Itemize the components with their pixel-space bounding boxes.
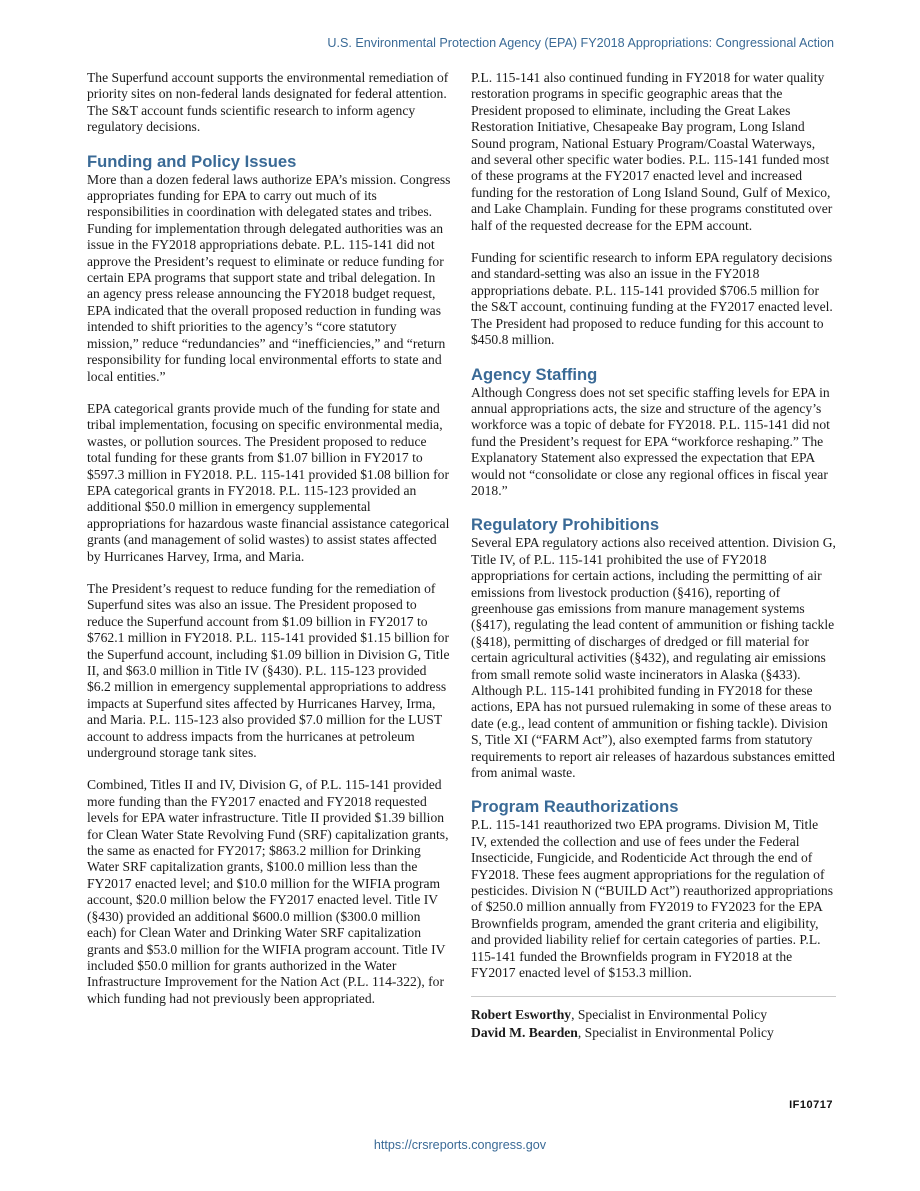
running-header: U.S. Environmental Protection Agency (EPA) FY2018 Appropriations: Congressional Action <box>327 36 834 50</box>
body-paragraph: Several EPA regulatory actions also received attention. Division G, Title IV, of P.L. 115-141 prohibited the use of FY2018 appropriations for certain actions, including the permitting of air emissions from livestock production (§416), reporting of greenhouse gas emissions from manure management systems (§417), regulating the lead content of ammunition or fishing tackle (§418), permitting of discharges of dredged or fill material for certain agricultural activities (§432), and regulating air emissions from small remote solid waste incinerators in Alaska (§433). Although P.L. 115-141 prohibited funding in FY2018 for these actions, EPA has not pursued rulemaking in some of these areas to date (e.g., lead content of ammunition or fishing tackle). Division S, Title XI (“FARM Act”), also exempted farms from statutory requirements to report air releases of hazardous substances emitted from animal waste. <box>471 535 836 781</box>
footer-url[interactable]: https://crsreports.congress.gov <box>373 1138 547 1152</box>
body-paragraph: EPA categorical grants provide much of the funding for state and tribal implementation, focusing on specific environmental media, wastes, or pollution sources. The President proposed to reduce total funding for these grants from $1.07 billion in FY2017 to $597.3 million in FY2018. P.L. 115-141 provided $1.08 billion for EPA categorical grants in FY2018. P.L. 115-123 provided an additional $50.0 million in emergency supplemental appropriations for hazardous waste financial assistance categorical grants (and management of solid wastes) to assist states affected by Hurricanes Harvey, Irma, and Maria. <box>87 400 450 564</box>
body-paragraph: P.L. 115-141 also continued funding in FY2018 for water quality restoration programs in specific geographic areas that the President proposed to eliminate, including the Great Lakes Restoration Initiative, Chesapeake Bay program, Long Island Sound program, National Estuary Program/Coastal Waterways, and several other specific water bodies. P.L. 115-141 funded most of these programs at the FY2017 enacted level and increased funding for the restoration of Long Island Sound, Gulf of Mexico, and Lake Champlain. Funding for these programs constituted over half of the requested decrease for the EPM account. <box>471 70 833 233</box>
body-paragraph: Although Congress does not set specific staffing levels for EPA in annual appropriations acts, the size and structure of the agency’s workforce was a topic of debate for FY2018. P.L. 115-141 did not fund the President’s request for EPA “workforce reshaping.” The Explanatory Statement also expressed the expectation that EPA would not “consolidate or close any regional offices in fiscal year 2018.” <box>471 384 830 498</box>
section-heading-regulatory: Regulatory Prohibitions <box>471 515 660 535</box>
author-line <box>471 1006 836 1024</box>
left-column <box>87 70 451 1023</box>
section-heading-staffing: Agency Staffing <box>471 364 598 384</box>
author-line <box>471 1024 836 1042</box>
author-title: , Specialist in Environmental Policy <box>577 1024 774 1040</box>
section-heading-reauthorizations: Program Reauthorizations <box>471 797 679 817</box>
body-paragraph: Combined, Titles II and IV, Division G, of P.L. 115-141 provided more funding than the FY2017 enacted and FY2018 requested levels for EPA water infrastructure. Title II provided $1.39 billion for Clean Water State Revolving Fund (SRF) capitalization grants, the same as enacted for FY2017; $863.2 million for Drinking Water SRF capitalization grants, $100.0 million less than the FY2017 enacted level; and $10.0 million for the WIFIA program account, $20.0 million below the FY2017 enacted level. Title IV (§430) provided an additional $600.0 million ($300.0 million each) for Clean Water and Drinking Water SRF capitalization grants and $53.0 million for the WIFIA program account. Title IV included $50.0 million for grants authorized in the Water Infrastructure Improvement for the Nation Act (P.L. 114-322), for which funding had not previously been appropriated. <box>87 777 449 1006</box>
body-paragraph: Funding for scientific research to inform EPA regulatory decisions and standard-setting was also an issue in the FY2018 appropriations debate. P.L. 115-141 provided $706.5 million for the S&T account, continuing funding at the FY2017 enacted level. The President had proposed to reduce funding for this account to $450.8 million. <box>471 250 833 348</box>
intro-paragraph: The Superfund account supports the environmental remediation of priority sites on non-federal lands designated for federal attention. The S&T account funds scientific research to inform agency regulatory decisions. <box>87 70 449 135</box>
section-heading-funding: Funding and Policy Issues <box>87 151 297 171</box>
body-paragraph: The President’s request to reduce funding for the remediation of Superfund sites was also an issue. The President proposed to reduce the Superfund account from $1.09 billion in FY2017 to $762.1 million in FY2018. P.L. 115-141 provided $1.15 billion for the Superfund account, including $1.09 billion in Division G, Title II, and $63.0 million in Title IV (§430). P.L. 115-123 provided $6.2 million in emergency supplemental appropriations to address impacts at Superfund sites affected by Hurricanes Harvey, Irma, and Maria. P.L. 115-123 also provided $7.0 million for the LUST account to address impacts from the hurricanes at petroleum underground storage tank sites. <box>87 580 450 761</box>
report-id: IF10717 <box>789 1099 833 1111</box>
author-title: , Specialist in Environmental Policy <box>571 1006 768 1022</box>
author-block <box>471 996 836 1042</box>
body-paragraph: More than a dozen federal laws authorize EPA’s mission. Congress appropriates funding for EPA to carry out much of its responsibilities in coordination with delegated states and tribes. Funding for implementation through delegated authorities was an issue in the FY2018 appropriations debate. P.L. 115-141 did not approve the President’s request to eliminate or reduce funding for certain EPA programs that support state and tribal delegation. In an agency press release announcing the FY2018 budget request, EPA indicated that the overall proposed reduction in funding was intended to shift priorities to the agency’s “core statutory mission,” reduce “redundancies” and “inefficiencies,” and “return responsibility for funding local environmental efforts to state and local entities.” <box>87 171 451 384</box>
author-name: David M. Bearden <box>471 1024 578 1040</box>
author-name: Robert Esworthy <box>471 1006 572 1022</box>
body-paragraph: P.L. 115-141 reauthorized two EPA programs. Division M, Title IV, extended the collection and use of fees under the Federal Insecticide, Fungicide, and Rodenticide Act through the end of FY2018. These fees augment appropriations for the regulation of pesticides. Division N (“BUILD Act”) reauthorized appropriations of $250.0 million annually from FY2019 to FY2023 for the EPA Brownfields program, amended the grant criteria and eligibility, and provided liability relief for certain categories of parties. P.L. 115-141 funded the Brownfields program in FY2018 at the FY2017 enacted level of $153.3 million. <box>471 817 834 981</box>
right-column <box>471 70 836 1042</box>
